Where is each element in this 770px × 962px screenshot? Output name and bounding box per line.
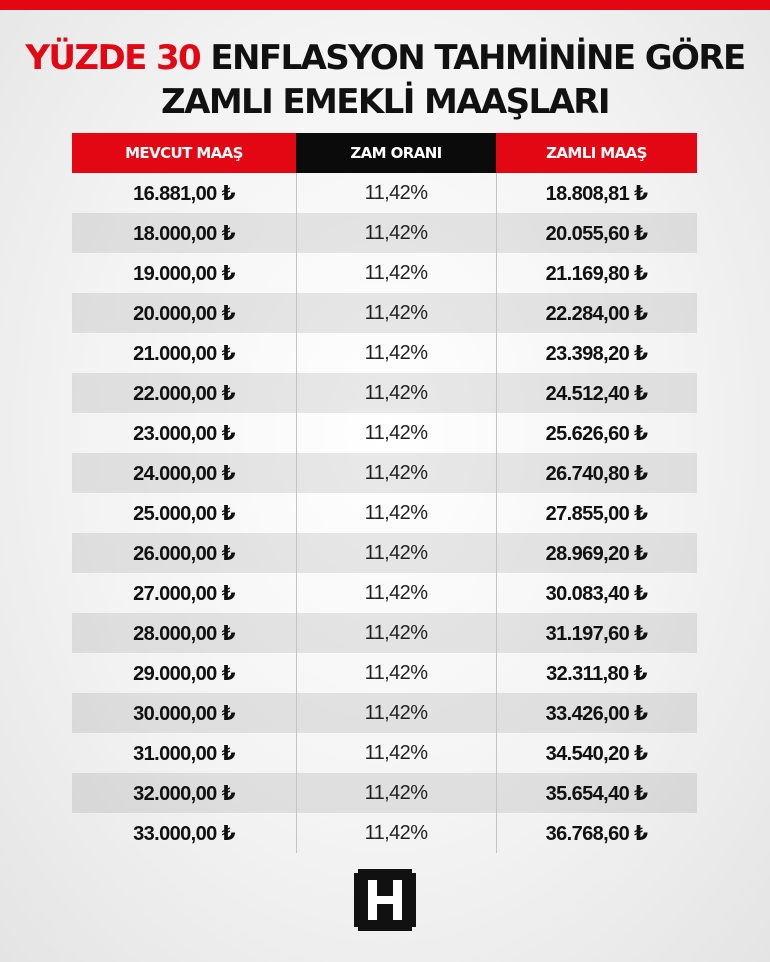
cell-raise-rate: 11,42% (364, 781, 428, 804)
cell-raised-salary: 30.083,40 ₺ (545, 582, 648, 605)
cell-current-salary: 22.000,00 ₺ (133, 382, 235, 405)
cell-raised-salary: 24.512,40 ₺ (545, 382, 648, 405)
cell-raised-salary: 26.740,80 ₺ (545, 462, 648, 485)
pixel-h-logo-icon (354, 869, 416, 931)
table-row (72, 293, 697, 333)
table-row (72, 333, 697, 373)
table-header (72, 133, 697, 173)
cell-raised-salary: 35.654,40 ₺ (545, 782, 648, 805)
cell-raised-salary: 23.398,20 ₺ (545, 342, 648, 365)
header-current-salary: MEVCUT MAAŞ (72, 133, 296, 173)
table-row (72, 373, 697, 413)
cell-current-salary: 31.000,00 ₺ (133, 742, 235, 765)
cell-raised-salary: 33.426,00 ₺ (545, 702, 648, 725)
table-row (72, 253, 697, 293)
header-raise-rate: ZAM ORANI (296, 133, 496, 173)
cell-raised-salary: 25.626,60 ₺ (545, 422, 648, 445)
cell-raised-salary: 31.197,60 ₺ (545, 622, 648, 645)
cell-current-salary: 20.000,00 ₺ (133, 302, 235, 325)
table-row (72, 533, 697, 573)
table-row (72, 493, 697, 533)
cell-current-salary: 29.000,00 ₺ (133, 662, 235, 685)
cell-raise-rate: 11,42% (364, 621, 428, 644)
cell-raised-salary: 22.284,00 ₺ (545, 302, 648, 325)
table-row (72, 773, 697, 813)
table-row (72, 693, 697, 733)
headline-accent: YÜZDE 30 (25, 38, 201, 78)
cell-raise-rate: 11,42% (364, 421, 428, 444)
cell-raised-salary: 21.169,80 ₺ (545, 262, 648, 285)
column-divider (296, 173, 297, 853)
table-row (72, 613, 697, 653)
cell-current-salary: 28.000,00 ₺ (133, 622, 235, 645)
cell-current-salary: 24.000,00 ₺ (133, 462, 235, 485)
cell-raise-rate: 11,42% (364, 301, 428, 324)
table-row (72, 453, 697, 493)
headline-line-2: ZAMLI EMEKLİ MAAŞLARI (161, 82, 609, 122)
cell-current-salary: 30.000,00 ₺ (133, 702, 235, 725)
table-row (72, 413, 697, 453)
cell-current-salary: 27.000,00 ₺ (133, 582, 235, 605)
headline-line-1-rest: ENFLASYON TAHMİNİNE GÖRE (210, 38, 745, 78)
cell-current-salary: 18.000,00 ₺ (133, 222, 235, 245)
cell-raised-salary: 20.055,60 ₺ (545, 222, 648, 245)
cell-raised-salary: 32.311,80 ₺ (546, 662, 647, 685)
cell-raise-rate: 11,42% (364, 461, 428, 484)
cell-raise-rate: 11,42% (364, 541, 428, 564)
cell-current-salary: 25.000,00 ₺ (133, 502, 235, 525)
table-row (72, 213, 697, 253)
column-divider (496, 173, 497, 853)
cell-current-salary: 32.000,00 ₺ (133, 782, 235, 805)
table-body (72, 173, 697, 853)
cell-raise-rate: 11,42% (364, 341, 428, 364)
cell-current-salary: 16.881,00 ₺ (133, 182, 235, 205)
cell-raise-rate: 11,42% (364, 741, 428, 764)
cell-raise-rate: 11,42% (364, 501, 428, 524)
table-row (72, 653, 697, 693)
cell-current-salary: 21.000,00 ₺ (133, 342, 235, 365)
cell-raise-rate: 11,42% (364, 261, 428, 284)
header-raised-salary: ZAMLI MAAŞ (496, 133, 697, 173)
cell-raise-rate: 11,42% (364, 581, 428, 604)
table-row (72, 573, 697, 613)
cell-raised-salary: 18.808,81 ₺ (545, 182, 648, 205)
cell-raised-salary: 28.969,20 ₺ (545, 542, 648, 565)
headline (0, 36, 770, 124)
headline-line-1 (0, 36, 770, 80)
cell-raised-salary: 36.768,60 ₺ (545, 822, 648, 845)
top-accent-bar (0, 0, 770, 10)
salary-table (72, 133, 697, 853)
cell-raise-rate: 11,42% (364, 181, 428, 204)
cell-current-salary: 19.000,00 ₺ (133, 262, 235, 285)
cell-raise-rate: 11,42% (364, 821, 428, 844)
cell-current-salary: 33.000,00 ₺ (133, 822, 235, 845)
cell-raise-rate: 11,42% (364, 381, 428, 404)
cell-current-salary: 26.000,00 ₺ (133, 542, 235, 565)
cell-raise-rate: 11,42% (364, 221, 428, 244)
cell-raise-rate: 11,42% (364, 661, 428, 684)
cell-raised-salary: 34.540,20 ₺ (545, 742, 648, 765)
cell-current-salary: 23.000,00 ₺ (133, 422, 235, 445)
table-row (72, 173, 697, 213)
cell-raised-salary: 27.855,00 ₺ (545, 502, 648, 525)
table-row (72, 733, 697, 773)
table-row (72, 813, 697, 853)
cell-raise-rate: 11,42% (364, 701, 428, 724)
